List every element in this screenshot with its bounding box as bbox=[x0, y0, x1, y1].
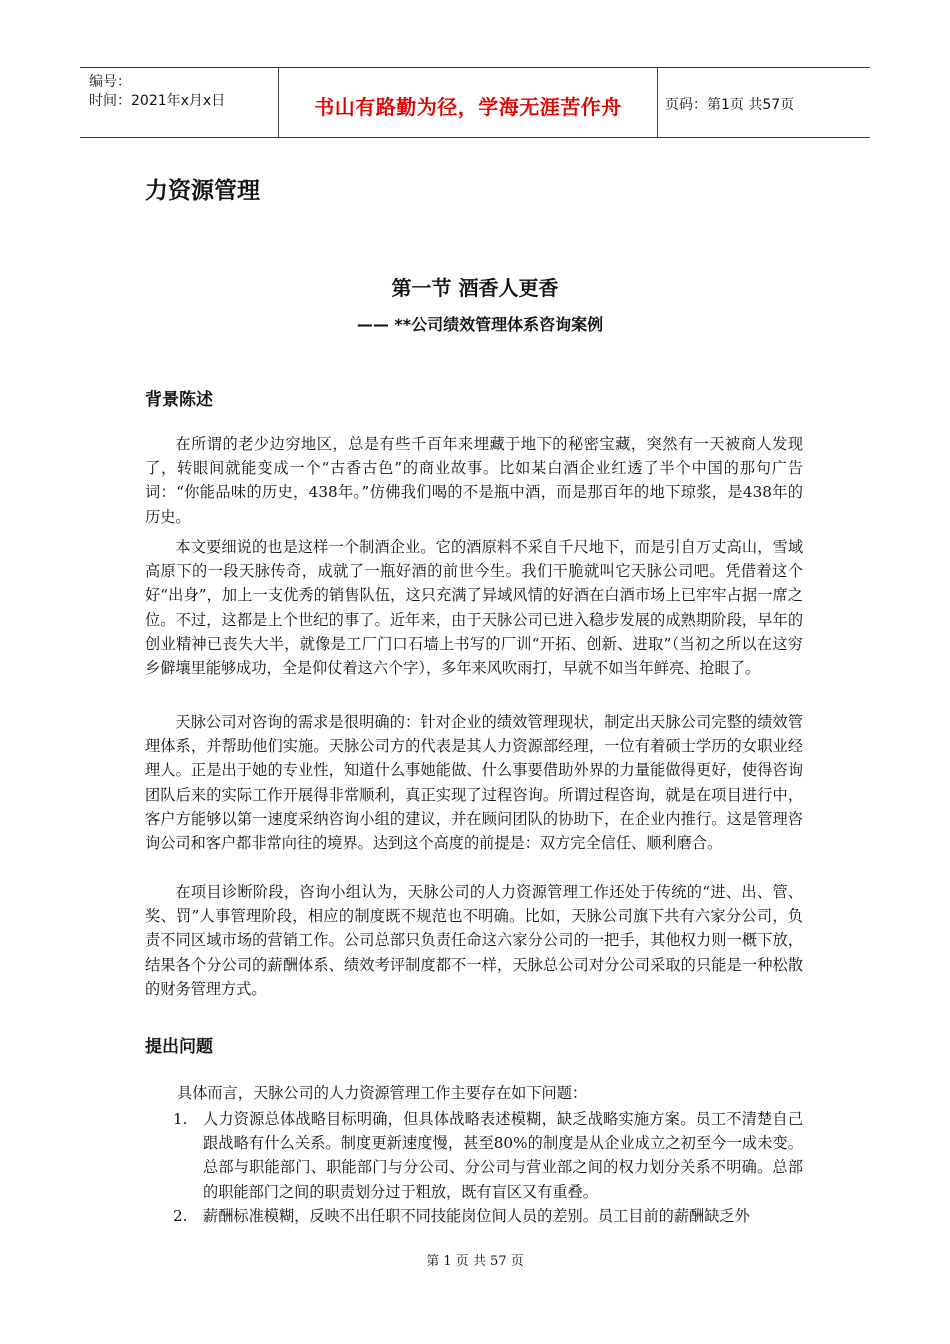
page-footer: 第 1 页 共 57 页 bbox=[426, 1254, 524, 1269]
background-paragraph-4: 在项目诊断阶段，咨询小组认为，天脉公司的人力资源管理工作还处于传统的“进、出、管、奖、罚”人事管理阶段，相应的制度既不规范也不明确。比如，天脉公司旗下共有六家分公司，负责不同区域市场的营销工作。公司总部只负责任命这六家分公司的一把手，其他权力则一概下放，结果各个分公司的薪酬体系、绩效考评制度都不一样，天脉总公司对分公司采取的只能是一种松散的财务管理方式。 bbox=[145, 883, 803, 998]
list-item-number: 2. bbox=[173, 1207, 188, 1225]
time-label: 时间：2021年x月x日 bbox=[89, 93, 226, 109]
header-table bbox=[80, 67, 870, 138]
number-label: 编号： bbox=[89, 74, 131, 90]
background-paragraph-1: 在所谓的老少边穷地区，总是有些千百年来埋藏于地下的秘密宝藏，突然有一天被商人发现了，转眼间就能变成一个“古香古色”的商业故事。比如某白酒企业红透了半个中国的那句广告词：“你能品味的历史，438年。”仿佛我们喝的不是瓶中酒，而是那百年的地下琼浆，是438年的历史。 bbox=[145, 435, 803, 526]
list-item-text: 薪酬标准模糊，反映不出任职不同技能岗位间人员的差别。员工目前的薪酬缺乏外 bbox=[203, 1207, 750, 1225]
list-item bbox=[145, 1107, 803, 1204]
list-item-number: 1. bbox=[173, 1110, 188, 1128]
background-heading: 背景陈述 bbox=[145, 390, 213, 410]
section-subtitle: —— **公司绩效管理体系咨询案例 bbox=[356, 315, 604, 334]
header-motto-cell bbox=[279, 68, 658, 137]
motto-text: 书山有路勤为径，学海无涯苦作舟 bbox=[314, 95, 622, 119]
background-paragraph-3: 天脉公司对咨询的需求是很明确的：针对企业的绩效管理现状，制定出天脉公司完整的绩效管理体系，并帮助他们实施。天脉公司方的代表是其人力资源部经理，一位有着硕士学历的女职业经理人。正是出于她的专业性，知道什么事她能做、什么事要借助外界的力量能做得更好，使得咨询团队后来的实际工作开展得非常顺利，真正实现了过程咨询。所谓过程咨询，就是在项目进行中，客户方能够以第一速度采纳咨询小组的建议，并在顾问团队的协助下，在企业内推行。这是管理咨询公司和客户都非常向往的境界。达到这个高度的前提是：双方完全信任、顺利磨合。 bbox=[145, 713, 803, 853]
list-item bbox=[145, 1204, 803, 1228]
problems-intro: 具体而言，天脉公司的人力资源管理工作主要存在如下问题： bbox=[177, 1084, 588, 1102]
header-left-cell bbox=[80, 68, 279, 137]
page-info: 页码：第1页 共57页 bbox=[665, 97, 795, 113]
list-item-text: 人力资源总体战略目标明确，但具体战略表述模糊，缺乏战略实施方案。员工不清楚自己跟战略有什么关系。制度更新速度慢，甚至80%的制度是从企业成立之初至今一成未变。总部与职能部门、职能部门与分公司、分公司与营业部之间的权力划分关系不明确。总部的职能部门之间的职责划分过于粗放，既有盲区又有重叠。 bbox=[203, 1110, 803, 1201]
section-title: 第一节 酒香人更香 bbox=[391, 276, 559, 300]
background-paragraph-2: 本文要细说的也是这样一个制酒企业。它的酒原料不采自千尺地下，而是引自万丈高山，雪域高原下的一段天脉传奇，成就了一瓶好酒的前世今生。我们干脆就叫它天脉公司吧。凭借着这个好“出身”，加上一支优秀的销售队伍，这只充满了异域风情的好酒在白酒市场上已牢牢占据一席之位。不过，这都是上个世纪的事了。近年来，由于天脉公司已进入稳步发展的成熟期阶段，早年的创业精神已丧失大半，就像是工厂门口石墙上书写的厂训“开拓、创新、进取”（当初之所以在这穷乡僻壤里能够成功，全是仰仗着这六个字），多年来风吹雨打，早就不如当年鲜亮、抢眼了。 bbox=[145, 538, 803, 678]
page-title: 力资源管理 bbox=[145, 178, 260, 204]
problems-heading: 提出问题 bbox=[145, 1037, 213, 1057]
